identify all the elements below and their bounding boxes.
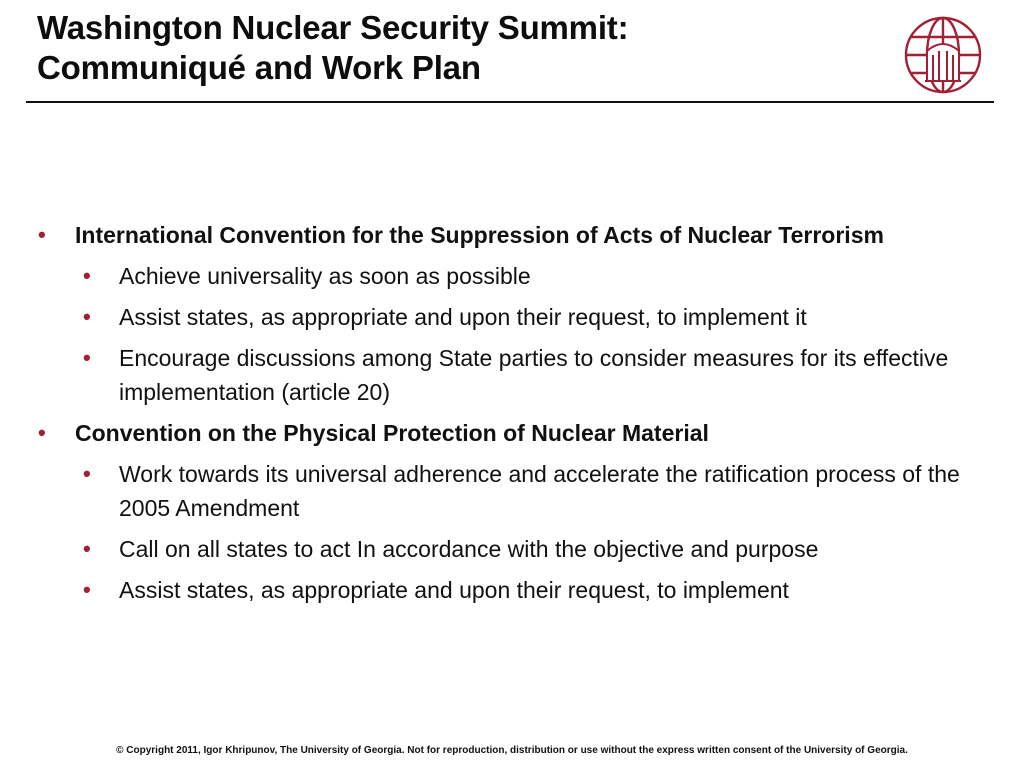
list-item: [32, 457, 992, 525]
list-item-text: Encourage discussions among State parties to consider measures for its effective implementation (article 20): [119, 345, 949, 405]
bullet-icon: •: [83, 577, 91, 602]
slide-title: [37, 8, 877, 88]
copyright-footer: © Copyright 2011, Igor Khripunov, The University of Georgia. Not for reproduction, distribution or use without the express written consent of the University of Georgia.: [116, 745, 908, 756]
section-heading: [32, 416, 992, 450]
title-line-1: Washington Nuclear Security Summit:: [37, 9, 629, 46]
section-heading-text: Convention on the Physical Protection of Nuclear Material: [75, 420, 709, 446]
university-logo-icon: [903, 15, 983, 95]
slide-content: [32, 211, 992, 607]
bullet-icon: •: [83, 536, 91, 561]
list-item-text: Assist states, as appropriate and upon their request, to implement: [119, 577, 789, 603]
globe-arch-icon: [903, 15, 983, 95]
bullet-icon: •: [83, 461, 91, 486]
bullet-icon: •: [38, 420, 46, 445]
list-item-text: Work towards its universal adherence and accelerate the ratification process of the 2005 Amendment: [119, 461, 960, 521]
list-item: [32, 573, 992, 607]
list-item: [32, 259, 992, 293]
bullet-icon: •: [83, 345, 91, 370]
list-item: [32, 532, 992, 566]
section-heading: [32, 218, 992, 252]
bullet-icon: •: [83, 263, 91, 288]
title-line-2: Communiqué and Work Plan: [37, 49, 481, 86]
list-item-text: Call on all states to act In accordance with the objective and purpose: [119, 536, 819, 562]
list-item-text: Assist states, as appropriate and upon their request, to implement it: [119, 304, 807, 330]
title-divider: [26, 101, 994, 103]
section-heading-text: International Convention for the Suppression of Acts of Nuclear Terrorism: [75, 222, 884, 248]
bullet-icon: •: [38, 222, 46, 247]
bullet-icon: •: [83, 304, 91, 329]
list-item: [32, 341, 992, 409]
list-item-text: Achieve universality as soon as possible: [119, 263, 531, 289]
list-item: [32, 300, 992, 334]
